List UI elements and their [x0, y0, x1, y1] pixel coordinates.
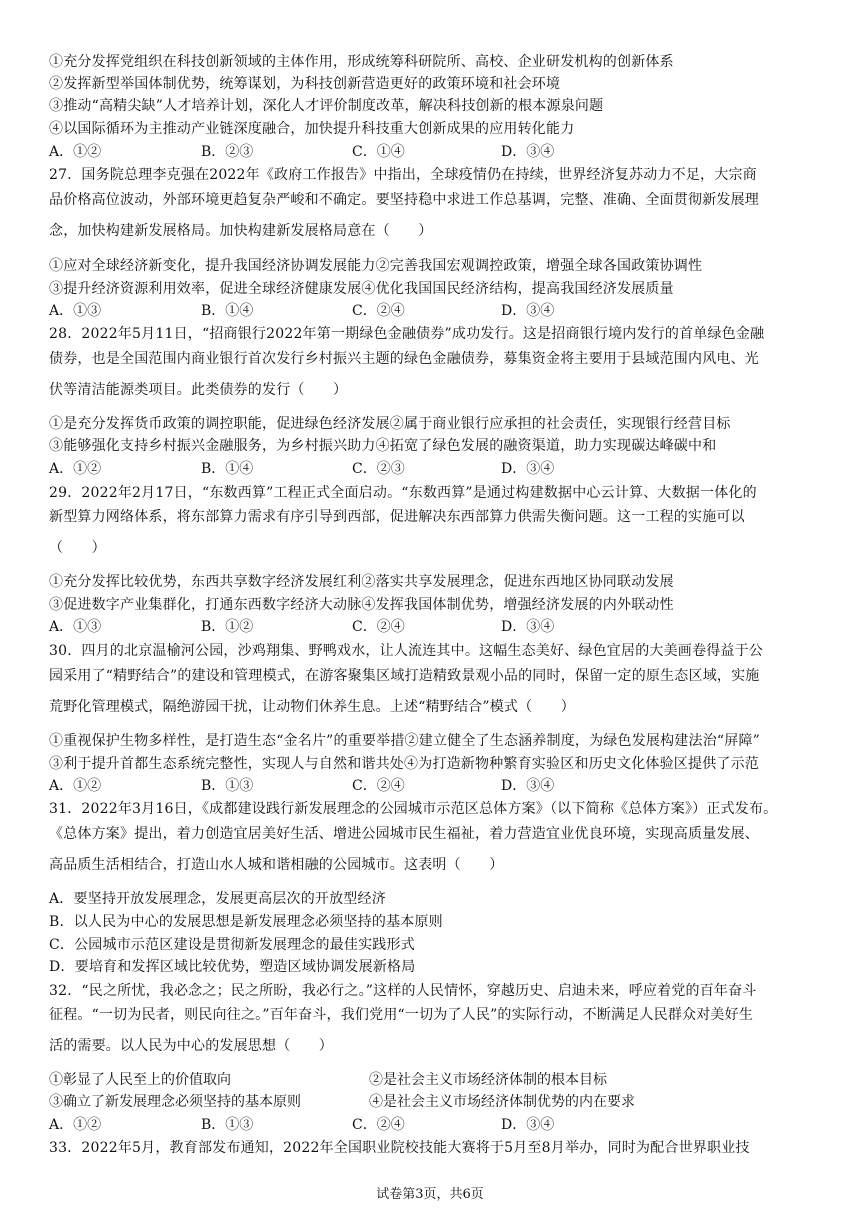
q29-item-2: ③促进数字产业集群化，打通东西数字经济大动脉④发挥我国体制优势，增强经济发展的内外联动性: [49, 597, 674, 613]
option-b: B．①②: [201, 619, 254, 635]
option-d: D．③④: [501, 144, 555, 160]
q32-item-4: ④是社会主义市场经济体制优势的内在要求: [369, 1094, 635, 1110]
option-c: C．①④: [352, 144, 405, 160]
prev-item-3: ③推动“高精尖缺”人才培养计划，深化人才评价制度改革，解决科技创新的根本源泉问题: [49, 98, 604, 114]
prev-item-1: ①充分发挥党组织在科技创新领域的主体作用，形成统筹科研院所、高校、企业研发机构的创新体系: [49, 54, 674, 70]
option-b: B．①④: [201, 303, 254, 319]
q30-item-1: ①重视保护生物多样性，是打造生态“金名片”的重要举措②建立健全了生态涵养制度，为绿色发展构建法治“屏障”: [49, 733, 761, 749]
option-d: D．③④: [501, 619, 555, 635]
q30-line-3: 荒野化管理模式，隔绝游园干扰，让动物们休养生息。上述“精野结合”模式（ ）: [49, 699, 575, 715]
option-d: D．③④: [501, 461, 555, 477]
q31-line-2: 《总体方案》提出，着力创造宜居美好生活、增进公园城市民生福祉，着力营造宜业优良环境，实现高质量发展、: [49, 826, 759, 842]
q31-choice-c: C．公园城市示范区建设是贯彻新发展理念的最佳实践形式: [49, 937, 415, 953]
option-c: C．②④: [352, 1117, 405, 1133]
q29-options: [49, 617, 809, 637]
q27-line-1: 27．国务院总理李克强在2022年《政府工作报告》中指出，全球疫情仍在持续，世界经济复苏动力不足，大宗商: [49, 167, 757, 183]
option-c: C．②③: [352, 461, 405, 477]
q27-item-1: ①应对全球经济新变化，提升我国经济协调发展能力②完善我国宏观调控政策，增强全球各国政策协调性: [49, 258, 703, 274]
q32-item-2: ②是社会主义市场经济体制的根本目标: [369, 1072, 607, 1088]
option-d: D．③④: [501, 778, 555, 794]
option-b: B．②③: [201, 144, 254, 160]
q29-line-2: 新型算力网络体系，将东部算力需求有序引导到西部，促进解决东西部算力供需失衡问题。这一工程的实施可以: [49, 509, 745, 525]
q27-options: [49, 301, 809, 321]
q32-line-3: 活的需要。以人民为中心的发展思想（ ）: [49, 1038, 333, 1054]
q31-line-1: 31．2022年3月16日，《成都建设践行新发展理念的公园城市示范区总体方案》（以下简称《总体方案》）正式发布。: [49, 801, 778, 817]
option-d: D．③④: [501, 1117, 555, 1133]
q32-line-1: 32．“民之所忧，我必念之；民之所盼，我必行之。”这样的人民情怀，穿越历史、启迪未来，呼应着党的百年奋斗: [49, 983, 757, 999]
q31-choice-d: D．要培育和发挥区域比较优势，塑造区域协调发展新格局: [49, 959, 416, 975]
q30-line-1: 30．四月的北京温榆河公园，沙鸡翔集、野鸭戏水，让人流连其中。这幅生态美好、绿色宜居的大美画卷得益于公: [49, 643, 764, 659]
q32-items-row-1: [49, 1070, 809, 1090]
q27-item-2: ③提升经济资源利用效率，促进全球经济健康发展④优化我国国民经济结构，提高我国经济发展质量: [49, 281, 674, 297]
q32-items-row-2: [49, 1092, 809, 1112]
q27-line-2: 品价格高位波动，外部环境更趋复杂严峻和不确定。要坚持稳中求进工作总基调，完整、准确、全面贯彻新发展理: [49, 192, 759, 208]
q30-line-2: 园采用了“精野结合”的建设和管理模式，在游客聚集区域打造精致景观小品的同时，保留一定的原生态区域，实施: [49, 668, 760, 684]
option-a: A．①②: [49, 144, 102, 160]
option-a: A．①③: [49, 303, 102, 319]
option-a: A．①②: [49, 1117, 102, 1133]
q31-choice-b: B．以人民为中心的发展思想是新发展理念必须坚持的基本原则: [49, 914, 443, 930]
q31-choice-a: A．要坚持开放发展理念，发展更高层次的开放型经济: [49, 891, 386, 907]
q28-line-3: 伏等清洁能源类项目。此类债券的发行（ ）: [49, 382, 348, 398]
q32-item-3: ③确立了新发展理念必须坚持的基本原则: [49, 1094, 301, 1110]
q27-line-3: 念，加快构建新发展格局。加快构建新发展格局意在（ ）: [49, 223, 433, 239]
option-a: A．①②: [49, 461, 102, 477]
option-b: B．①③: [201, 778, 254, 794]
q31-line-3: 高品质生活相结合，打造山水人城和谐相融的公园城市。这表明（ ）: [49, 857, 504, 873]
option-a: A．①②: [49, 778, 102, 794]
prev-options: [49, 142, 809, 162]
q32-item-1: ①彰显了人民至上的价值取向: [49, 1072, 231, 1088]
q28-line-2: 债券，也是全国范围内商业银行首次发行乡村振兴主题的绿色金融债券，募集资金将主要用于县域范围内风电、光: [49, 351, 759, 367]
q28-item-1: ①是充分发挥货币政策的调控职能，促进绿色经济发展②属于商业银行应承担的社会责任，实现银行经营目标: [49, 416, 731, 432]
q30-options: [49, 776, 809, 796]
q29-line-3: （ ）: [49, 540, 106, 556]
q28-options: [49, 459, 809, 479]
q28-item-2: ③能够强化支持乡村振兴金融服务，为乡村振兴助力④拓宽了绿色发展的融资渠道，助力实现碳达峰碳中和: [49, 438, 717, 454]
prev-item-2: ②发挥新型举国体制优势，统筹谋划，为科技创新营造更好的政策环境和社会环境: [49, 76, 561, 92]
q32-options: [49, 1115, 809, 1135]
q30-item-2: ③利于提升首都生态系统完整性，实现人与自然和谐共处④为打造新物种繁育实验区和历史文化体验区提供了示范: [49, 756, 759, 772]
q28-line-1: 28．2022年5月11日，“招商银行2022年第一期绿色金融债券”成功发行。这是招商银行境内发行的首单绿色金融: [49, 326, 765, 342]
option-b: B．①④: [201, 461, 254, 477]
option-b: B．①③: [201, 1117, 254, 1133]
q29-line-1: 29．2022年2月17日，“东数西算”工程正式全面启动。“东数西算”是通过构建数据中心云计算、大数据一体化的: [49, 485, 757, 501]
prev-item-4: ④以国际循环为主推动产业链深度融合，加快提升科技重大创新成果的应用转化能力: [49, 121, 575, 137]
option-d: D．③④: [501, 303, 555, 319]
page-footer: 试卷第3页，共6页: [376, 1187, 484, 1202]
option-a: A．①③: [49, 619, 102, 635]
q32-line-2: 征程。“一切为民者，则民向往之。”百年奋斗，我们党用“一切为了人民”的实际行动，不断满足人民群众对美好生: [49, 1007, 754, 1023]
option-c: C．②④: [352, 619, 405, 635]
option-c: C．②④: [352, 303, 405, 319]
q29-item-1: ①充分发挥比较优势，东西共享数字经济发展红利②落实共享发展理念，促进东西地区协同联动发展: [49, 574, 674, 590]
q33-line-1: 33．2022年5月，教育部发布通知，2022年全国职业院校技能大赛将于5月至8月举办，同时为配合世界职业技: [49, 1140, 750, 1156]
option-c: C．②④: [352, 778, 405, 794]
